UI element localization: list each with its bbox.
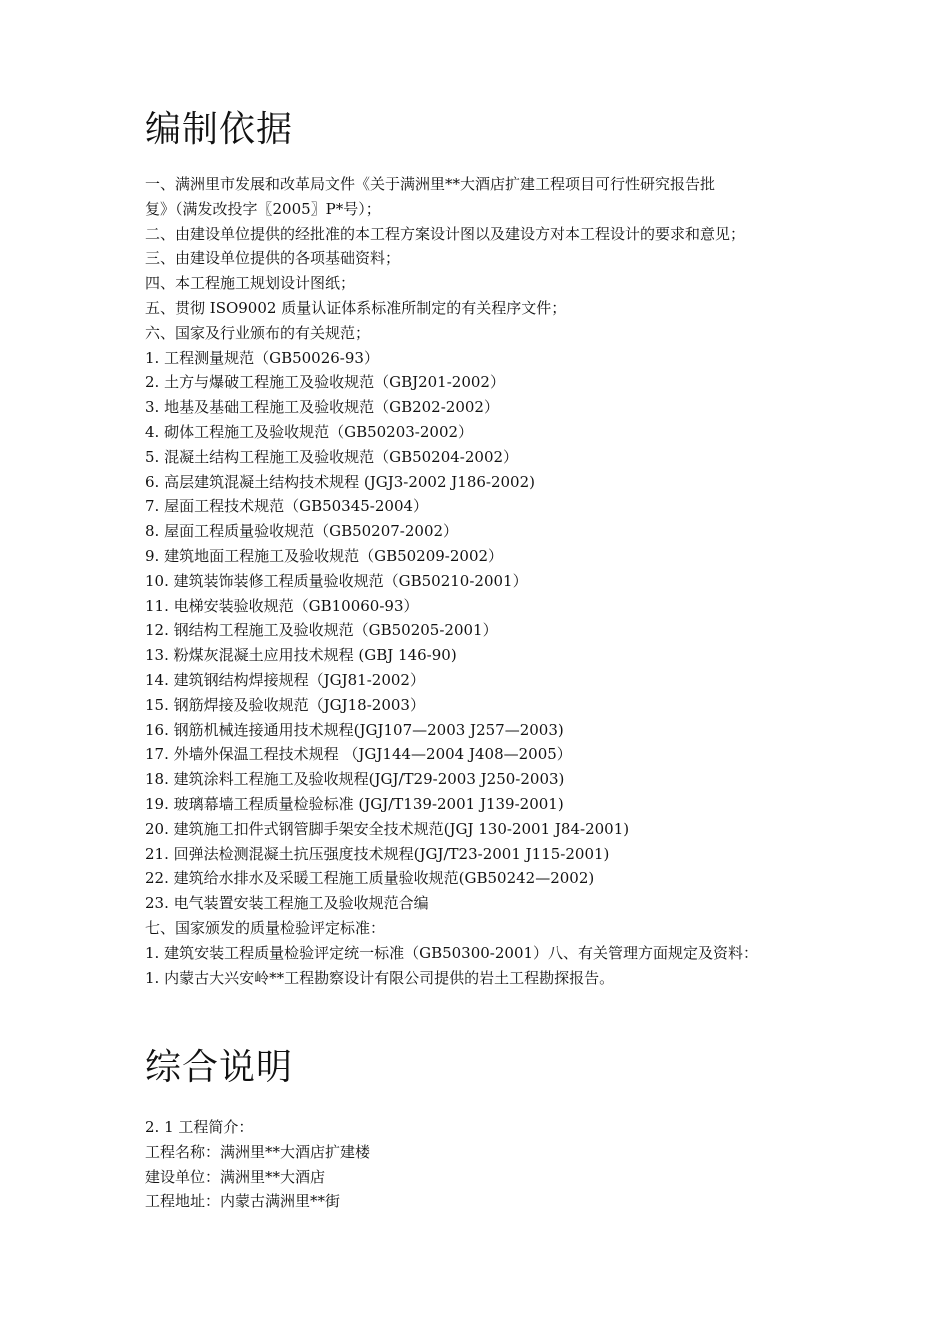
general-description-list xyxy=(145,1115,815,1214)
standard-item: 2. 土方与爆破工程施工及验收规范（GBJ201-2002） xyxy=(145,373,505,392)
section-heading-general-description: 综合说明 xyxy=(145,1047,294,1088)
standard-item: 11. 电梯安装验收规范（GB10060-93） xyxy=(145,596,419,615)
basis-line: 1. 建筑安装工程质量检验评定统一标准（GB50300-2001）八、有关管理方面规定及资料： xyxy=(145,943,759,962)
compilation-basis-list xyxy=(145,172,815,990)
basis-line: 复》（满发改投字〖2005〗P*号）； xyxy=(145,199,381,218)
basis-line: 一、满洲里市发展和改革局文件《关于满洲里**大酒店扩建工程项目可行性研究报告批 xyxy=(145,175,716,193)
standard-item: 10. 建筑装饰装修工程质量验收规范（GB50210-2001） xyxy=(145,571,528,590)
standard-item: 13. 粉煤灰混凝土应用技术规程 (GBJ 146-90) xyxy=(145,646,457,665)
section-heading-compilation-basis: 编制依据 xyxy=(145,109,294,150)
project-address-line: 工程地址：内蒙古满洲里**街 xyxy=(145,1192,341,1211)
standard-item: 8. 屋面工程质量验收规范（GB50207-2002） xyxy=(145,522,459,541)
standard-item: 12. 钢结构工程施工及验收规范（GB50205-2001） xyxy=(145,621,498,640)
standard-item: 5. 混凝土结构工程施工及验收规范（GB50204-2002） xyxy=(145,447,519,466)
standard-item: 15. 钢筋焊接及验收规范（JGJ18-2003） xyxy=(145,695,425,714)
standard-item: 16. 钢筋机械连接通用技术规程(JGJ107—2003 J257—2003) xyxy=(145,720,564,739)
standard-item: 22. 建筑给水排水及采暖工程施工质量验收规范(GB50242—2002) xyxy=(145,869,595,888)
basis-line: 1. 内蒙古大兴安岭**工程勘察设计有限公司提供的岩土工程勘探报告。 xyxy=(145,968,615,987)
standard-item: 14. 建筑钢结构焊接规程（JGJ81-2002） xyxy=(145,670,425,689)
standard-item: 23. 电气装置安装工程施工及验收规范合编 xyxy=(145,894,429,913)
basis-line: 四、本工程施工规划设计图纸； xyxy=(145,274,356,293)
basis-line: 五、贯彻 ISO9002 质量认证体系标准所制定的有关程序文件； xyxy=(145,298,567,317)
project-intro-heading: 2. 1 工程简介： xyxy=(145,1118,254,1136)
standard-item: 9. 建筑地面工程施工及验收规范（GB50209-2002） xyxy=(145,546,504,565)
standard-item: 17. 外墙外保温工程技术规程 （JGJ144—2004 J408—2005） xyxy=(145,745,572,764)
standard-item: 3. 地基及基础工程施工及验收规范（GB202-2002） xyxy=(145,398,499,417)
standard-item: 18. 建筑涂料工程施工及验收规程(JGJ/T29-2003 J250-2003) xyxy=(145,770,565,789)
standard-item: 4. 砌体工程施工及验收规范（GB50203-2002） xyxy=(145,422,474,441)
section-general-description xyxy=(145,1042,815,1214)
basis-line: 七、国家颁发的质量检验评定标准： xyxy=(145,918,386,937)
basis-line: 二、由建设单位提供的经批准的本工程方案设计图以及建设方对本工程设计的要求和意见； xyxy=(145,224,746,243)
standard-item: 7. 屋面工程技术规范（GB50345-2004） xyxy=(145,497,429,516)
standard-item: 1. 工程测量规范（GB50026-93） xyxy=(145,348,379,367)
standard-item: 21. 回弹法检测混凝土抗压强度技术规程(JGJ/T23-2001 J115-2001) xyxy=(145,844,610,863)
section-compilation-basis xyxy=(145,104,815,990)
standard-item: 20. 建筑施工扣件式钢管脚手架安全技术规范(JGJ 130-2001 J84-2001) xyxy=(145,819,630,838)
project-name-line: 工程名称：满洲里**大酒店扩建楼 xyxy=(145,1142,371,1161)
standard-item: 19. 玻璃幕墙工程质量检验标准 (JGJ/T139-2001 J139-2001) xyxy=(145,794,564,813)
standard-item: 6. 高层建筑混凝土结构技术规程 (JGJ3-2002 J186-2002) xyxy=(145,472,536,491)
basis-line: 六、国家及行业颁布的有关规范； xyxy=(145,323,371,342)
basis-line: 三、由建设单位提供的各项基础资料； xyxy=(145,249,401,268)
client-unit-line: 建设单位：满洲里**大酒店 xyxy=(145,1167,326,1186)
